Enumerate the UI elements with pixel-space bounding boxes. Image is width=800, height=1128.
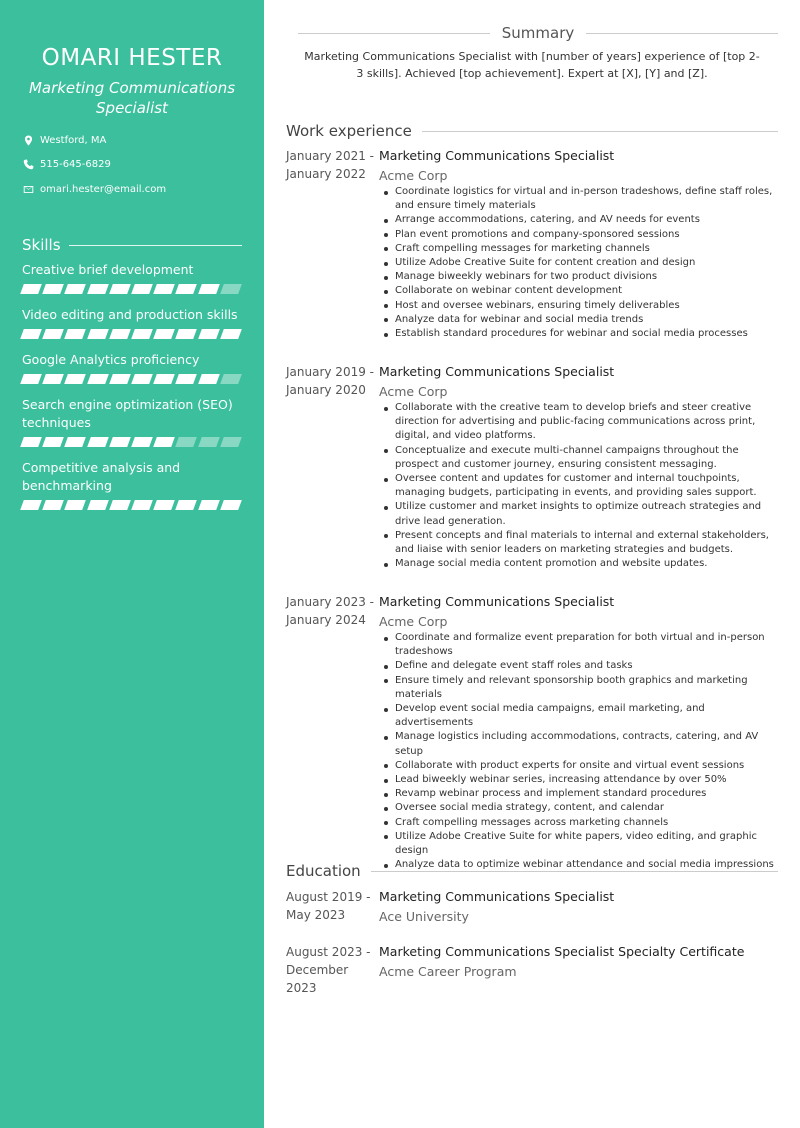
work-company: Acme Corp <box>379 168 448 183</box>
skill-segment-filled <box>131 374 153 384</box>
education-date: August 2023 - December 2023 <box>286 945 371 995</box>
skill-segment-filled <box>20 284 42 294</box>
main-content <box>264 0 800 1128</box>
skill-segment-empty <box>198 437 220 447</box>
skill-segment-filled <box>109 284 131 294</box>
bullet-item: Lead biweekly webinar series, increasing attendance by over 50% <box>395 773 780 787</box>
education-title: Marketing Communications Specialist <box>379 889 615 904</box>
skill-item <box>22 459 244 510</box>
education-school: Acme Career Program <box>379 964 517 979</box>
skill-segment-filled <box>175 374 197 384</box>
skills-heading-text: Skills <box>22 236 61 254</box>
bullet-item: Oversee content and updates for customer and internal touchpoints, managing budgets, participating in events, and providing sales support. <box>395 472 780 500</box>
skill-segment-filled <box>220 329 242 339</box>
work-bullets <box>395 631 780 872</box>
skill-name: Competitive analysis and benchmarking <box>22 460 181 493</box>
work-company: Acme Corp <box>379 614 448 629</box>
skill-segment-empty <box>220 374 242 384</box>
skill-item <box>22 261 244 294</box>
skill-segment-filled <box>175 284 197 294</box>
bullet-item: Establish standard procedures for webinar and social media processes <box>395 327 780 341</box>
skill-segment-filled <box>220 500 242 510</box>
skill-segment-empty <box>220 437 242 447</box>
skill-segment-filled <box>153 329 175 339</box>
skill-segment-filled <box>87 437 109 447</box>
summary-heading <box>298 24 778 42</box>
skill-segment-filled <box>153 284 175 294</box>
bullet-item: Manage social media content promotion and website updates. <box>395 557 780 571</box>
envelope-icon <box>22 183 34 195</box>
work-bullets <box>395 185 780 341</box>
skill-segment-filled <box>131 329 153 339</box>
skill-segment-filled <box>198 284 220 294</box>
skill-segment-filled <box>109 500 131 510</box>
bullet-item: Analyze data to optimize webinar attendance and social media impressions <box>395 858 780 872</box>
work-title: Marketing Communications Specialist <box>379 148 615 163</box>
skill-segment-filled <box>65 437 87 447</box>
skill-item <box>22 351 244 384</box>
bullet-item: Oversee social media strategy, content, and calendar <box>395 801 780 815</box>
education-heading <box>286 862 778 880</box>
skill-segment-filled <box>109 374 131 384</box>
skill-segment-filled <box>153 437 175 447</box>
skill-segment-empty <box>220 284 242 294</box>
skill-segment-filled <box>42 500 64 510</box>
bullet-item: Revamp webinar process and implement standard procedures <box>395 787 780 801</box>
bullet-item: Define and delegate event staff roles and tasks <box>395 659 780 673</box>
bullet-item: Utilize Adobe Creative Suite for white papers, video editing, and graphic design <box>395 830 780 858</box>
skill-segment-filled <box>131 500 153 510</box>
education-heading-text: Education <box>286 862 361 880</box>
skill-segment-filled <box>175 500 197 510</box>
phone-icon <box>22 158 34 170</box>
summary-divider-left <box>298 33 490 34</box>
skill-segment-filled <box>153 374 175 384</box>
candidate-role: Marketing Communications Specialist <box>28 79 236 117</box>
skill-segment-filled <box>20 500 42 510</box>
location-text: Westford, MA <box>40 134 107 146</box>
bullet-item: Utilize customer and market insights to optimize outreach strategies and drive lead generation. <box>395 500 780 528</box>
skill-segment-filled <box>198 329 220 339</box>
skill-segment-empty <box>175 437 197 447</box>
bullet-item: Manage logistics including accommodations, contracts, catering, and AV setup <box>395 730 780 758</box>
bullet-item: Craft compelling messages across marketing channels <box>395 816 780 830</box>
map-pin-icon <box>22 134 34 146</box>
skill-segment-filled <box>109 329 131 339</box>
bullet-item: Conceptualize and execute multi-channel campaigns throughout the prospect and customer journey, ensuring consistent messaging. <box>395 444 780 472</box>
skill-segment-filled <box>87 329 109 339</box>
bullet-item: Collaborate with product experts for onsite and virtual event sessions <box>395 759 780 773</box>
bullet-item: Present concepts and final materials to internal and external stakeholders, and liaise with senior leaders on marketing strategies and budgets. <box>395 529 780 557</box>
work-heading-text: Work experience <box>286 122 412 140</box>
skill-segment-filled <box>87 284 109 294</box>
skill-level-bar <box>22 329 244 339</box>
skill-segment-filled <box>131 284 153 294</box>
summary-text: Marketing Communications Specialist with [number of years] experience of [top 2-3 skills]. Achieved [top achievement]. Expert at [X], [Y] and [Z]. <box>304 50 760 80</box>
summary-heading-text: Summary <box>501 24 575 42</box>
contact-phone <box>22 156 111 172</box>
skill-segment-filled <box>87 500 109 510</box>
bullet-item: Coordinate logistics for virtual and in-person tradeshows, define staff roles, and ensure timely materials <box>395 185 780 213</box>
bullet-item: Arrange accommodations, catering, and AV needs for events <box>395 213 780 227</box>
bullet-item: Manage biweekly webinars for two product divisions <box>395 270 780 284</box>
skills-heading <box>22 236 242 254</box>
skill-segment-filled <box>20 374 42 384</box>
contact-location <box>22 132 106 148</box>
skill-segment-filled <box>109 437 131 447</box>
bullet-item: Utilize Adobe Creative Suite for content creation and design <box>395 256 780 270</box>
skill-segment-filled <box>65 500 87 510</box>
work-bullets <box>395 401 780 571</box>
bullet-item: Collaborate on webinar content development <box>395 284 780 298</box>
work-company: Acme Corp <box>379 384 448 399</box>
skill-level-bar <box>22 284 244 294</box>
skill-segment-filled <box>20 329 42 339</box>
phone-text[interactable]: 515-645-6829 <box>40 158 111 170</box>
skill-segment-filled <box>65 284 87 294</box>
skill-name: Search engine optimization (SEO) techniques <box>22 397 233 430</box>
skill-segment-filled <box>198 374 220 384</box>
skill-level-bar <box>22 374 244 384</box>
work-title: Marketing Communications Specialist <box>379 594 615 609</box>
education-divider <box>371 871 778 872</box>
skills-divider <box>69 245 242 246</box>
education-school: Ace University <box>379 909 469 924</box>
skill-level-bar <box>22 437 244 447</box>
candidate-name: OMARI HESTER <box>41 45 223 71</box>
skill-segment-filled <box>42 329 64 339</box>
sidebar <box>0 0 264 1128</box>
work-title: Marketing Communications Specialist <box>379 364 615 379</box>
skill-name: Google Analytics proficiency <box>22 352 200 367</box>
skill-segment-filled <box>175 329 197 339</box>
skill-level-bar <box>22 500 244 510</box>
summary-divider-right <box>586 33 778 34</box>
work-heading <box>286 122 778 140</box>
skill-name: Creative brief development <box>22 262 194 277</box>
skill-segment-filled <box>20 437 42 447</box>
contact-email <box>22 181 166 197</box>
skill-name: Video editing and production skills <box>22 307 238 322</box>
education-title: Marketing Communications Specialist Specialty Certificate <box>379 944 745 959</box>
skill-item <box>22 396 244 447</box>
work-date: January 2021 - January 2022 <box>286 149 374 181</box>
bullet-item: Plan event promotions and company-sponsored sessions <box>395 228 780 242</box>
email-text[interactable]: omari.hester@email.com <box>40 183 167 195</box>
work-date: January 2019 - January 2020 <box>286 365 374 397</box>
work-date: January 2023 - January 2024 <box>286 595 374 627</box>
bullet-item: Coordinate and formalize event preparation for both virtual and in-person tradeshows <box>395 631 780 659</box>
bullet-item: Ensure timely and relevant sponsorship booth graphics and marketing materials <box>395 674 780 702</box>
skill-segment-filled <box>65 329 87 339</box>
education-date: August 2019 - May 2023 <box>286 890 371 922</box>
skill-segment-filled <box>198 500 220 510</box>
skill-item <box>22 306 244 339</box>
skill-segment-filled <box>65 374 87 384</box>
bullet-item: Analyze data for webinar and social media trends <box>395 313 780 327</box>
bullet-item: Host and oversee webinars, ensuring timely deliverables <box>395 299 780 313</box>
skill-segment-filled <box>42 437 64 447</box>
bullet-item: Collaborate with the creative team to develop briefs and steer creative direction for advertising and public-facing communications across print, digital, and video platforms. <box>395 401 780 444</box>
skill-segment-filled <box>42 284 64 294</box>
bullet-item: Craft compelling messages for marketing channels <box>395 242 780 256</box>
work-divider <box>422 131 778 132</box>
skill-segment-filled <box>153 500 175 510</box>
skill-segment-filled <box>87 374 109 384</box>
bullet-item: Develop event social media campaigns, email marketing, and advertisements <box>395 702 780 730</box>
skill-segment-filled <box>131 437 153 447</box>
skill-segment-filled <box>42 374 64 384</box>
